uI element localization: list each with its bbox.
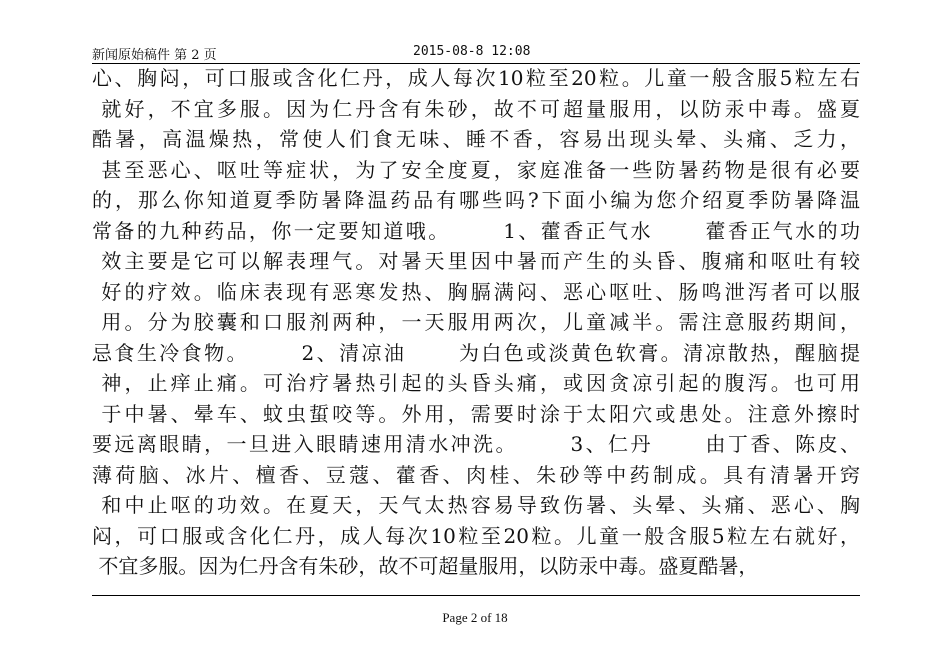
text-line: 要远离眼睛，一旦进入眼睛速用清水冲洗。 3、仁丹 由丁香、陈皮、 (92, 432, 860, 456)
footer-divider (92, 595, 860, 596)
article-body (92, 63, 860, 582)
text-line: 甚至恶心、呕吐等症状，为了安全度夏，家庭准备一些防暑药物是很有必要 (92, 157, 860, 182)
text-line: 效主要是它可以解表理气。对暑天里因中暑而产生的头昏、腹痛和呕吐有较 (92, 249, 860, 273)
text-line: 酷暑，高温燥热，常使人们食无味、睡不香，容易出现头晕、头痛、乏力， (92, 127, 860, 151)
text-line: 心、胸闷，可口服或含化仁丹，成人每次10粒至20粒。儿童一般含服5粒左右 (92, 66, 860, 90)
text-line: 薄荷脑、冰片、檀香、豆蔻、藿香、肉桂、朱砂等中药制成。具有清暑开窍 (92, 462, 860, 487)
text-line: 常备的九种药品，你一定要知道哦。 1、藿香正气水 藿香正气水的功 (92, 218, 860, 243)
text-line: 好的疗效。临床表现有恶寒发热、胸膈满闷、恶心呕吐、肠鸣泄泻者可以服 (92, 279, 860, 304)
text-line: 用。分为胶囊和口服剂两种，一天服用两次，儿童减半。需注意服药期间， (92, 310, 860, 334)
page-number: Page 2 of 18 (442, 610, 508, 625)
text-line: 不宜多服。因为仁丹含有朱砂，故不可超量服用，以防汞中毒。盛夏酷暑， (92, 554, 759, 578)
text-line: 就好，不宜多服。因为仁丹含有朱砂，故不可超量服用，以防汞中毒。盛夏 (92, 96, 860, 121)
text-line: 的，那么你知道夏季防暑降温药品有哪些吗?下面小编为您介绍夏季防暑降温 (92, 188, 860, 212)
text-line: 于中暑、晕车、蚊虫蜇咬等。外用，需要时涂于太阳穴或患处。注意外擦时 (92, 401, 860, 426)
text-line: 和中止呕的功效。在夏天，天气太热容易导致伤暑、头晕、头痛、恶心、胸 (92, 493, 860, 517)
document-datetime: 2015-08-8 12:08 (413, 44, 531, 59)
page-header (92, 44, 860, 64)
text-line: 忌食生冷食物。 2、清凉油 为白色或淡黄色软膏。清凉散热，醒脑提 (92, 340, 860, 365)
text-line: 神，止痒止痛。可治疗暑热引起的头昏头痛，或因贪凉引起的腹泻。也可用 (92, 371, 860, 395)
text-line: 闷，可口服或含化仁丹，成人每次10粒至20粒。儿童一般含服5粒左右就好， (92, 523, 860, 548)
document-title: 新闻原始稿件 第 2 页 (92, 48, 217, 63)
